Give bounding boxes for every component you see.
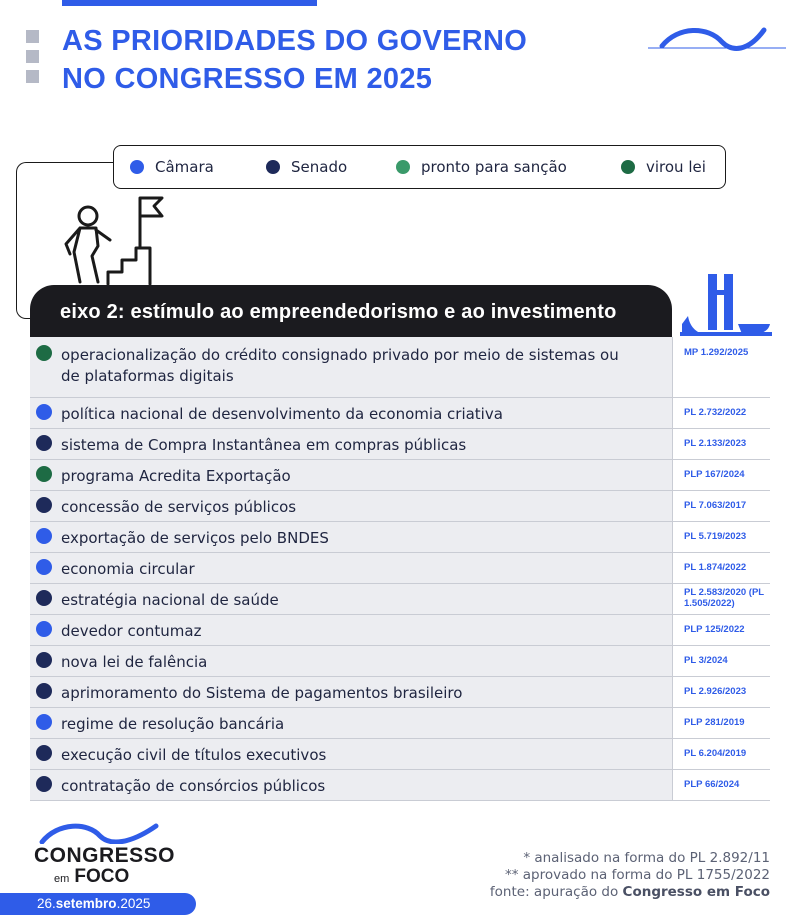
bill-code: PLP 66/2024 bbox=[672, 770, 770, 800]
legend-item-senado bbox=[266, 158, 396, 176]
row-description: contratação de consórcios públicos bbox=[61, 777, 326, 795]
table-row bbox=[30, 553, 770, 584]
logo-em: em bbox=[54, 873, 70, 885]
legend-label: Senado bbox=[291, 158, 348, 176]
legend-label: virou lei bbox=[646, 158, 706, 176]
priorities-table bbox=[30, 337, 770, 801]
row-description: estratégia nacional de saúde bbox=[61, 591, 279, 609]
congress-building-icon bbox=[680, 272, 772, 336]
table-row bbox=[30, 460, 770, 491]
source-line bbox=[490, 884, 770, 901]
legend-item-pronto bbox=[396, 158, 621, 176]
table-row bbox=[30, 429, 770, 460]
table-row bbox=[30, 708, 770, 739]
table-row bbox=[30, 522, 770, 553]
title-line-2: NO CONGRESSO EM 2025 bbox=[62, 63, 433, 95]
table-row bbox=[30, 739, 770, 770]
table-row bbox=[30, 584, 770, 615]
source-brand: Congresso em Foco bbox=[622, 884, 770, 900]
status-dot-icon bbox=[36, 559, 52, 575]
row-description: regime de resolução bancária bbox=[61, 715, 285, 733]
brand-wave-icon bbox=[38, 822, 162, 844]
status-dot-icon bbox=[36, 652, 52, 668]
footnote-1: * analisado na forma do PL 2.892/11 bbox=[523, 850, 770, 866]
table-row bbox=[30, 398, 770, 429]
bill-code: PL 5.719/2023 bbox=[672, 522, 770, 552]
status-dot-icon bbox=[130, 160, 144, 174]
status-dot-icon bbox=[36, 528, 52, 544]
bill-code: PL 6.204/2019 bbox=[672, 739, 770, 769]
axis-header: eixo 2: estímulo ao empreendedorismo e ao investimento bbox=[30, 285, 672, 337]
table-row bbox=[30, 770, 770, 801]
table-row bbox=[30, 337, 770, 398]
climbing-stairs-icon bbox=[58, 194, 168, 286]
footnote-2: ** aprovado na forma do PL 1755/2022 bbox=[504, 867, 770, 883]
status-dot-icon bbox=[36, 745, 52, 761]
date-month: setembro bbox=[55, 896, 117, 911]
row-description: política nacional de desenvolvimento da economia criativa bbox=[61, 405, 503, 423]
status-dot-icon bbox=[36, 590, 52, 606]
row-description: economia circular bbox=[61, 560, 195, 578]
top-accent-bar bbox=[62, 0, 317, 6]
bill-code: MP 1.292/2025 bbox=[672, 337, 770, 397]
row-description: programa Acredita Exportação bbox=[61, 467, 291, 485]
row-description: aprimoramento do Sistema de pagamentos brasileiro bbox=[61, 684, 463, 702]
status-dot-icon bbox=[36, 776, 52, 792]
bill-code: PL 2.732/2022 bbox=[672, 398, 770, 428]
status-dot-icon bbox=[36, 497, 52, 513]
status-dot-icon bbox=[36, 466, 52, 482]
status-dot-icon bbox=[36, 714, 52, 730]
status-dot-icon bbox=[36, 621, 52, 637]
bill-code: PL 7.063/2017 bbox=[672, 491, 770, 521]
row-description: concessão de serviços públicos bbox=[61, 498, 297, 516]
bill-code: PL 1.874/2022 bbox=[672, 553, 770, 583]
decorative-squares bbox=[26, 30, 40, 90]
status-dot-icon bbox=[36, 404, 52, 420]
status-dot-icon bbox=[36, 435, 52, 451]
brand-wave-icon bbox=[648, 24, 788, 54]
row-description: nova lei de falência bbox=[61, 653, 208, 671]
date-day: 26. bbox=[37, 896, 56, 911]
legend-item-virou-lei bbox=[621, 158, 706, 176]
status-legend bbox=[113, 145, 726, 189]
table-row bbox=[30, 677, 770, 708]
row-description: execução civil de títulos executivos bbox=[61, 746, 327, 764]
bill-code: PL 2.583/2020 (PL 1.505/2022) bbox=[672, 584, 770, 614]
logo-foco: FOCO bbox=[74, 866, 130, 887]
bill-code: PL 2.926/2023 bbox=[672, 677, 770, 707]
bill-code: PL 2.133/2023 bbox=[672, 429, 770, 459]
row-description: operacionalização do crédito consignado privado por meio de sistemas ou de plataformas digitais bbox=[61, 346, 619, 385]
bill-code: PL 3/2024 bbox=[672, 646, 770, 676]
row-description: sistema de Compra Instantânea em compras públicas bbox=[61, 436, 467, 454]
status-dot-icon bbox=[396, 160, 410, 174]
table-row bbox=[30, 491, 770, 522]
logo-wordmark: CONGRESSO bbox=[34, 844, 176, 867]
title-line-1: AS PRIORIDADES DO GOVERNO bbox=[62, 25, 528, 57]
status-dot-icon bbox=[36, 683, 52, 699]
legend-item-camara bbox=[130, 158, 266, 176]
table-row bbox=[30, 646, 770, 677]
source-prefix: fonte: apuração do bbox=[489, 884, 623, 900]
status-dot-icon bbox=[266, 160, 280, 174]
bill-code: PLP 167/2024 bbox=[672, 460, 770, 490]
status-dot-icon bbox=[36, 345, 52, 361]
date-year: .2025 bbox=[116, 896, 151, 911]
publication-date bbox=[0, 893, 196, 915]
row-description: exportação de serviços pelo BNDES bbox=[61, 529, 329, 547]
legend-label: Câmara bbox=[155, 158, 214, 176]
legend-label: pronto para sanção bbox=[421, 158, 567, 176]
page-title bbox=[62, 22, 527, 98]
bill-code: PLP 125/2022 bbox=[672, 615, 770, 645]
row-description: devedor contumaz bbox=[61, 622, 202, 640]
table-row bbox=[30, 615, 770, 646]
bill-code: PLP 281/2019 bbox=[672, 708, 770, 738]
status-dot-icon bbox=[621, 160, 635, 174]
footnotes bbox=[490, 850, 770, 901]
